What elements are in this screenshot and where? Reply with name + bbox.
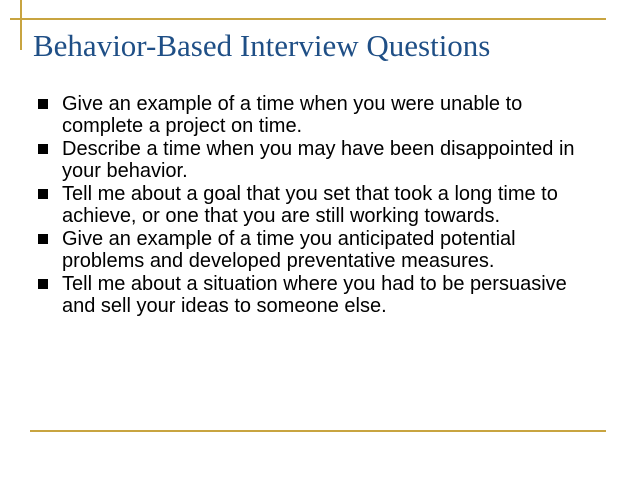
list-item	[38, 93, 598, 137]
square-bullet-icon	[38, 99, 48, 109]
slide-title: Behavior-Based Interview Questions	[33, 28, 491, 63]
bullet-text: Tell me about a situation where you had to be persuasive and sell your ideas to someone else.	[62, 273, 567, 317]
top-accent-rule	[10, 18, 606, 20]
bullet-text: Give an example of a time you anticipated potential problems and developed preventative measures.	[62, 228, 516, 272]
bottom-accent-rule	[30, 430, 606, 432]
bullet-list	[38, 93, 598, 318]
list-item	[38, 138, 598, 182]
square-bullet-icon	[38, 279, 48, 289]
square-bullet-icon	[38, 234, 48, 244]
bullet-text: Describe a time when you may have been disappointed in your behavior.	[62, 138, 575, 182]
list-item	[38, 183, 598, 227]
bullet-text: Give an example of a time when you were unable to complete a project on time.	[62, 93, 523, 137]
list-item	[38, 228, 598, 272]
bullet-text: Tell me about a goal that you set that took a long time to achieve, or one that you are still working towards.	[62, 183, 558, 227]
list-item	[38, 273, 598, 317]
square-bullet-icon	[38, 144, 48, 154]
square-bullet-icon	[38, 189, 48, 199]
vertical-accent-rule	[20, 0, 22, 50]
